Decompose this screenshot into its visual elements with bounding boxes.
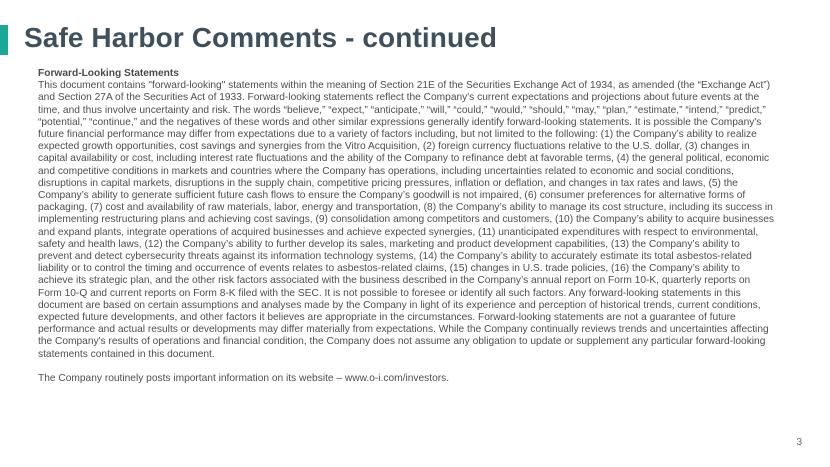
slide-title: Safe Harbor Comments - continued — [24, 22, 498, 53]
forward-looking-statement-body: This document contains "forward-looking" statements within the meaning of Section 21E of the Securities Exchange Act of 1934, as amended (the “Exchange Act”) and Section 27A of the Securities Act of 1933. Forward-looking statements reflect the Company's current expectations and projections about future events at the time, and thus involve uncertainty and risk. The words “believe,” “expect,” “anticipate,” “will,” “could,” “would,” “should,” “may,” “plan,” “estimate,” “intend,” “predict,” “potential,” “continue,” and the negatives of these words and other similar expressions generally identify forward-looking statements. It is possible the Company's future financial performance may differ from expectations due to a variety of factors including, but not limited to the following: (1) the Company’s ability to realize expected growth opportunities, cost savings and synergies from the Vitro Acquisition, (2) foreign currency fluctuations relative to the U.S. dollar, (3) changes in capital availability or cost, including interest rate fluctuations and the ability of the Company to refinance debt at favorable terms, (4) the general political, economic and competitive conditions in markets and countries where the Company has operations, including uncertainties related to economic and social conditions, disruptions in capital markets, disruptions in the supply chain, competitive pricing pressures, inflation or deflation, and changes in tax rates and laws, (5) the Company’s ability to generate sufficient future cash flows to ensure the Company’s goodwill is not impaired, (6) consumer preferences for alternative forms of packaging, (7) cost and availability of raw materials, labor, energy and transportation, (8) the Company’s ability to manage its cost structure, including its success in implementing restructuring plans and achieving cost savings, (9) consolidation among competitors and customers, (10) the Company’s ability to acquire businesses and expand plants, integrate operations of acquired businesses and achieve expected synergies, (11) unanticipated expenditures with respect to environmental, safety and health laws, (12) the Company’s ability to further develop its sales, marketing and product development capabilities, (13) the Company’s ability to prevent and detect cybersecurity threats against its information technology systems, (14) the Company’s ability to accurately estimate its total asbestos-related liability or to control the timing and occurrence of events relates to asbestos-related claims, (15) changes in U.S. trade policies, (16) the Company’s ability to achieve its strategic plan, and the other risk factors associated with the business described in the Company’s annual report on Form 10-K, quarterly reports on Form 10-Q and current reports on Form 8-K filed with the SEC. It is not possible to foresee or identify all such factors. Any forward-looking statements in this document are based on certain assumptions and analyses made by the Company in light of its experience and perception of historical trends, current conditions, expected future developments, and other factors it believes are appropriate in the circumstances. Forward-looking statements are not a guarantee of future performance and actual results or developments may differ materially from expectations. While the Company continually reviews trends and uncertainties affecting the Company's results of operations and financial condition, the Company does not assume any obligation to update or supplement any particular forward-looking statements contained in this document. — [38, 80, 774, 360]
page-number: 3 — [796, 437, 802, 448]
paragraph-spacer — [38, 361, 774, 373]
slide-content — [38, 68, 774, 385]
section-heading: Forward-Looking Statements — [38, 68, 179, 79]
title-accent-bar — [0, 25, 8, 55]
website-note: The Company routinely posts important information on its website – www.o-i.com/investors. — [38, 372, 450, 384]
